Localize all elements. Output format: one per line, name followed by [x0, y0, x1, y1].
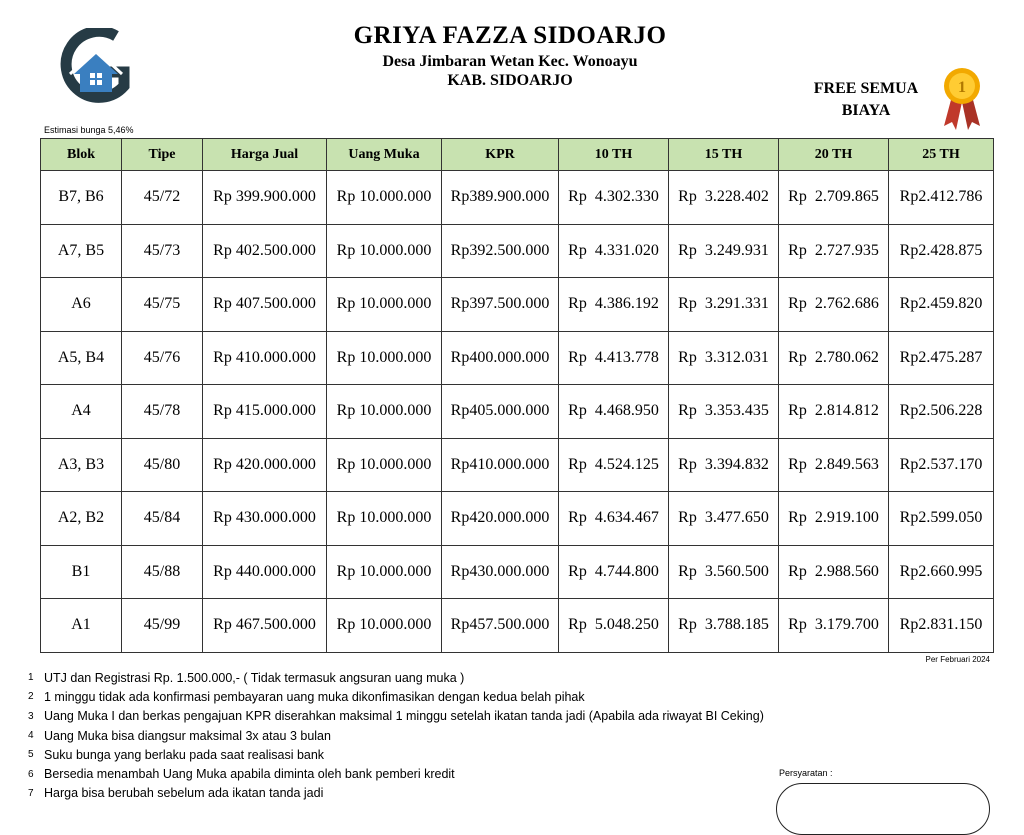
table-cell: Rp 4.331.020 [559, 224, 669, 278]
table-cell: 45/84 [122, 492, 203, 546]
terms-list [28, 668, 788, 803]
table-cell: Rp 3.312.031 [669, 331, 779, 385]
table-cell: A2, B2 [41, 492, 122, 546]
table-cell: Rp2.412.786 [889, 171, 994, 225]
col-header: 20 TH [779, 139, 889, 171]
table-cell: 45/75 [122, 278, 203, 332]
note-number: 5 [28, 749, 34, 761]
table-cell: Rp420.000.000 [442, 492, 559, 546]
note-number: 7 [28, 787, 34, 799]
col-header: Tipe [122, 139, 203, 171]
table-cell: Rp 2.814.812 [779, 385, 889, 439]
table-cell: Rp2.459.820 [889, 278, 994, 332]
table-row [41, 331, 994, 385]
table-cell: Rp 10.000.000 [327, 224, 442, 278]
period-note: Per Februari 2024 [925, 655, 990, 664]
table-cell: Rp457.500.000 [442, 599, 559, 653]
table-cell: Rp2.599.050 [889, 492, 994, 546]
table-cell: 45/99 [122, 599, 203, 653]
table-cell: Rp2.537.170 [889, 438, 994, 492]
table-cell: A3, B3 [41, 438, 122, 492]
table-cell: Rp400.000.000 [442, 331, 559, 385]
requirements-box [776, 783, 990, 835]
table-cell: Rp 2.849.563 [779, 438, 889, 492]
table-cell: 45/88 [122, 545, 203, 599]
note-text: 1 minggu tidak ada konfirmasi pembayaran uang muka dikonfimasikan dengan kedua belah pihak [44, 689, 585, 704]
table-row [41, 171, 994, 225]
note-text: UTJ dan Registrasi Rp. 1.500.000,- ( Tidak termasuk angsuran uang muka ) [44, 670, 465, 685]
svg-text:1: 1 [958, 79, 966, 96]
interest-estimate-note: Estimasi bunga 5,46% [44, 125, 134, 135]
note-number: 1 [28, 672, 34, 684]
table-cell: Rp 10.000.000 [327, 545, 442, 599]
table-cell: Rp389.900.000 [442, 171, 559, 225]
table-row [41, 224, 994, 278]
col-header: Uang Muka [327, 139, 442, 171]
table-cell: B7, B6 [41, 171, 122, 225]
table-cell: Rp 10.000.000 [327, 599, 442, 653]
note-text: Harga bisa berubah sebelum ada ikatan tanda jadi [44, 786, 324, 801]
table-row [41, 385, 994, 439]
col-header: Blok [41, 139, 122, 171]
table-cell: Rp2.660.995 [889, 545, 994, 599]
table-cell: Rp 2.727.935 [779, 224, 889, 278]
table-cell: Rp410.000.000 [442, 438, 559, 492]
address-line-2: KAB. SIDOARJO [447, 72, 573, 89]
list-item [28, 687, 788, 706]
table-cell: A6 [41, 278, 122, 332]
table-cell: Rp392.500.000 [442, 224, 559, 278]
table-cell: Rp 4.386.192 [559, 278, 669, 332]
table-row [41, 545, 994, 599]
table-cell: Rp 3.228.402 [669, 171, 779, 225]
table-cell: Rp 415.000.000 [203, 385, 327, 439]
note-text: Bersedia menambah Uang Muka apabila diminta oleh bank pemberi kredit [44, 767, 455, 782]
price-table [40, 138, 994, 653]
table-cell: 45/80 [122, 438, 203, 492]
table-row [41, 438, 994, 492]
list-item [28, 784, 788, 803]
table-cell: Rp 410.000.000 [203, 331, 327, 385]
table-cell: Rp 402.500.000 [203, 224, 327, 278]
table-cell: Rp 4.302.330 [559, 171, 669, 225]
table-cell: B1 [41, 545, 122, 599]
table-cell: A5, B4 [41, 331, 122, 385]
table-cell: 45/78 [122, 385, 203, 439]
table-cell: A1 [41, 599, 122, 653]
table-cell: Rp 2.780.062 [779, 331, 889, 385]
table-cell: Rp397.500.000 [442, 278, 559, 332]
note-number: 2 [28, 691, 34, 703]
table-cell: Rp 10.000.000 [327, 331, 442, 385]
table-row [41, 599, 994, 653]
list-item [28, 707, 788, 726]
table-cell: Rp 4.468.950 [559, 385, 669, 439]
note-number: 3 [28, 710, 34, 722]
table-cell: Rp 2.709.865 [779, 171, 889, 225]
table-cell: Rp2.831.150 [889, 599, 994, 653]
list-item [28, 726, 788, 745]
table-cell: Rp 10.000.000 [327, 385, 442, 439]
table-cell: Rp 4.413.778 [559, 331, 669, 385]
table-cell: Rp 3.353.435 [669, 385, 779, 439]
table-cell: Rp430.000.000 [442, 545, 559, 599]
table-cell: Rp 2.919.100 [779, 492, 889, 546]
table-cell: Rp 5.048.250 [559, 599, 669, 653]
table-cell: Rp405.000.000 [442, 385, 559, 439]
table-cell: Rp 3.477.650 [669, 492, 779, 546]
note-text: Uang Muka I dan berkas pengajuan KPR diserahkan maksimal 1 minggu setelah ikatan tanda jadi (Apabila ada riwayat BI Ceking) [44, 709, 764, 724]
table-cell: Rp 3.560.500 [669, 545, 779, 599]
table-cell: Rp2.506.228 [889, 385, 994, 439]
table-cell: Rp 467.500.000 [203, 599, 327, 653]
table-cell: Rp 10.000.000 [327, 492, 442, 546]
free-badge-line-2: BIAYA [841, 102, 891, 119]
table-cell: Rp 407.500.000 [203, 278, 327, 332]
col-header: 25 TH [889, 139, 994, 171]
table-cell: Rp 2.988.560 [779, 545, 889, 599]
free-badge-line-1: FREE SEMUA [813, 80, 919, 97]
note-text: Suku bunga yang berlaku pada saat realisasi bank [44, 747, 325, 762]
table-header-row [41, 139, 994, 171]
list-item [28, 764, 788, 783]
table-cell: 45/76 [122, 331, 203, 385]
table-cell: Rp 10.000.000 [327, 171, 442, 225]
table-cell: Rp2.475.287 [889, 331, 994, 385]
table-cell: Rp 2.762.686 [779, 278, 889, 332]
col-header: Harga Jual [203, 139, 327, 171]
table-cell: Rp 4.524.125 [559, 438, 669, 492]
col-header: KPR [442, 139, 559, 171]
free-badge [806, 78, 926, 122]
table-cell: 45/72 [122, 171, 203, 225]
table-cell: Rp 4.634.467 [559, 492, 669, 546]
col-header: 15 TH [669, 139, 779, 171]
table-cell: A7, B5 [41, 224, 122, 278]
table-cell: 45/73 [122, 224, 203, 278]
table-cell: Rp 3.249.931 [669, 224, 779, 278]
table-cell: Rp 10.000.000 [327, 278, 442, 332]
col-header: 10 TH [559, 139, 669, 171]
table-cell: Rp 3.788.185 [669, 599, 779, 653]
note-text: Uang Muka bisa diangsur maksimal 3x atau 3 bulan [44, 728, 331, 743]
table-row [41, 278, 994, 332]
company-logo-icon [52, 28, 132, 108]
table-cell: Rp 420.000.000 [203, 438, 327, 492]
table-cell: Rp 440.000.000 [203, 545, 327, 599]
note-number: 4 [28, 730, 34, 742]
requirements-label: Persyaratan : [779, 768, 833, 778]
table-cell: Rp 4.744.800 [559, 545, 669, 599]
table-cell: Rp2.428.875 [889, 224, 994, 278]
medal-icon [940, 66, 984, 132]
page-title: GRIYA FAZZA SIDOARJO [353, 22, 667, 49]
table-cell: Rp 10.000.000 [327, 438, 442, 492]
table-cell: A4 [41, 385, 122, 439]
table-cell: Rp 3.291.331 [669, 278, 779, 332]
address-line-1: Desa Jimbaran Wetan Kec. Wonoayu [382, 53, 638, 70]
table-cell: Rp 3.179.700 [779, 599, 889, 653]
list-item [28, 745, 788, 764]
table-row [41, 492, 994, 546]
list-item [28, 668, 788, 687]
table-cell: Rp 430.000.000 [203, 492, 327, 546]
table-cell: Rp 399.900.000 [203, 171, 327, 225]
table-cell: Rp 3.394.832 [669, 438, 779, 492]
note-number: 6 [28, 768, 34, 780]
